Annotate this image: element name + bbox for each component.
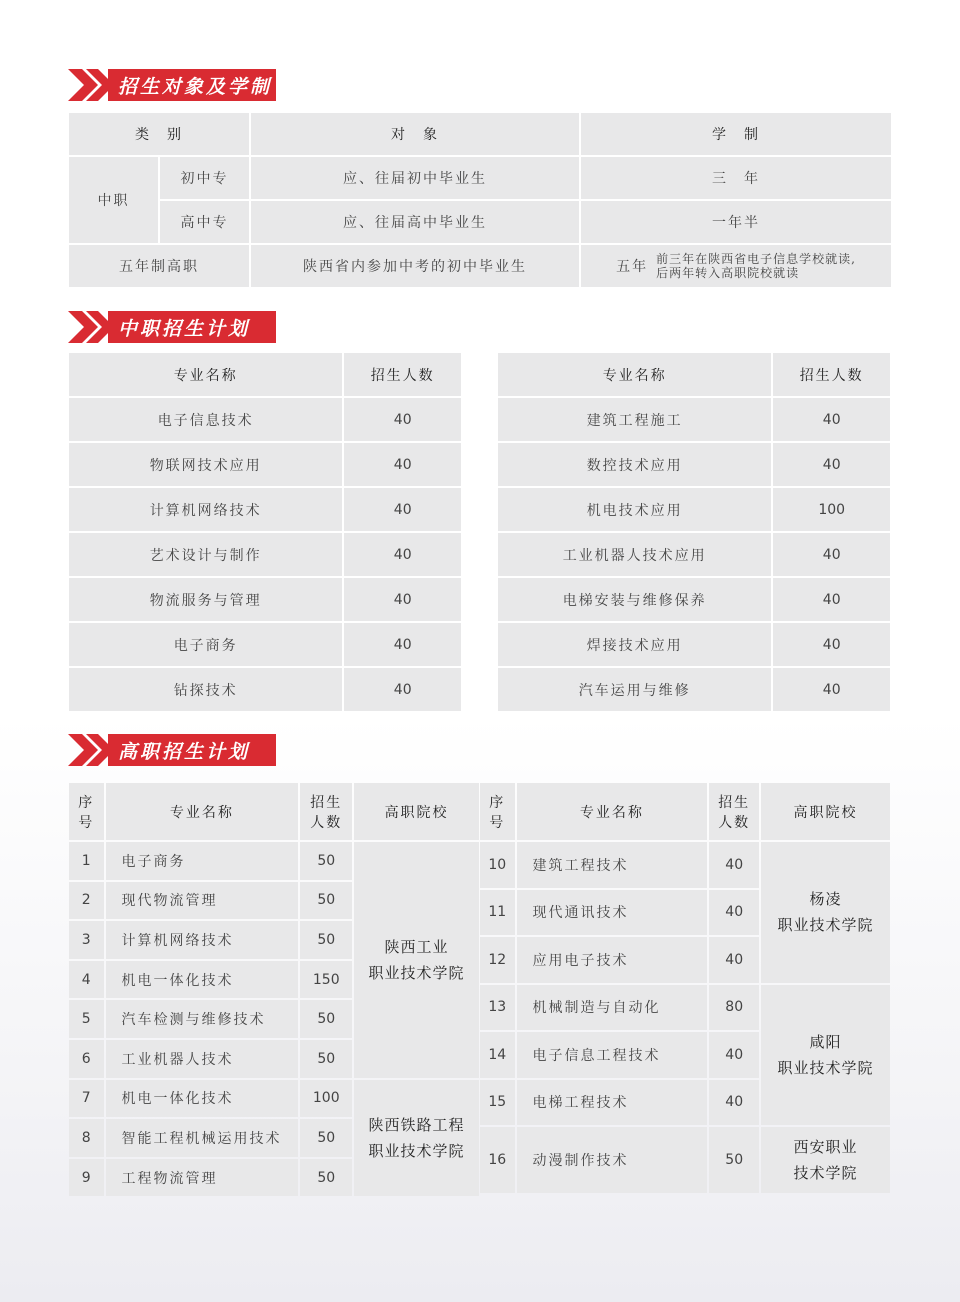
seq-cell: 7 — [69, 1080, 104, 1118]
count-cell: 50 — [300, 1000, 352, 1038]
count-cell: 40 — [344, 398, 461, 441]
major-name: 计算机网络技术 — [106, 921, 299, 959]
major-name: 电梯安装与维修保养 — [498, 578, 771, 621]
count-cell: 40 — [344, 578, 461, 621]
count-cell: 50 — [300, 882, 352, 920]
count-cell: 40 — [773, 443, 890, 486]
major-name: 电子信息工程技术 — [517, 1032, 708, 1078]
major-name: 动漫制作技术 — [517, 1127, 708, 1193]
seq-cell: 1 — [69, 842, 104, 880]
major-name: 智能工程机械运用技术 — [106, 1119, 299, 1157]
chevron-right-icon — [68, 734, 112, 766]
duration-cell: 三 年 — [581, 157, 891, 199]
major-name: 电子信息技术 — [69, 398, 342, 441]
duration-cell — [581, 245, 891, 287]
count-cell: 40 — [709, 1080, 759, 1126]
count-cell: 50 — [300, 1040, 352, 1078]
header-count: 招生 人数 — [709, 783, 759, 840]
seq-cell: 11 — [480, 890, 515, 936]
header-category: 类 别 — [69, 113, 249, 155]
school-cell: 陕西铁路工程 职业技术学院 — [354, 1080, 479, 1197]
major-name: 焊接技术应用 — [498, 623, 771, 666]
type-cell: 初中专 — [160, 157, 249, 199]
section-title: 中职招生计划 — [108, 311, 276, 343]
major-name: 汽车检测与维修技术 — [106, 1000, 299, 1038]
count-cell: 40 — [773, 623, 890, 666]
header-major: 专业名称 — [69, 353, 342, 396]
seq-cell: 5 — [69, 1000, 104, 1038]
seq-cell: 8 — [69, 1119, 104, 1157]
major-name: 机电技术应用 — [498, 488, 771, 531]
group-label: 中职 — [69, 157, 158, 243]
seq-cell: 12 — [480, 937, 515, 983]
duration-cell: 一年半 — [581, 201, 891, 243]
major-name: 物流服务与管理 — [69, 578, 342, 621]
count-cell: 40 — [709, 890, 759, 936]
header-duration: 学 制 — [581, 113, 891, 155]
seq-cell: 9 — [69, 1159, 104, 1197]
major-name: 工程物流管理 — [106, 1159, 299, 1197]
target-cell: 应、往届初中毕业生 — [251, 157, 579, 199]
enrollment-table — [67, 111, 893, 289]
major-name: 应用电子技术 — [517, 937, 708, 983]
higher-plan-table-left — [67, 781, 481, 1198]
target-cell: 应、往届高中毕业生 — [251, 201, 579, 243]
seq-cell: 14 — [480, 1032, 515, 1078]
seq-cell: 13 — [480, 985, 515, 1031]
seq-cell: 10 — [480, 842, 515, 888]
type-cell: 高中专 — [160, 201, 249, 243]
major-name: 现代物流管理 — [106, 882, 299, 920]
seq-cell: 15 — [480, 1080, 515, 1126]
count-cell: 150 — [300, 961, 352, 999]
chevron-right-icon — [68, 311, 112, 343]
count-cell: 50 — [300, 1159, 352, 1197]
seq-cell: 16 — [480, 1127, 515, 1193]
duration-main: 五年 — [616, 259, 649, 275]
header-major: 专业名称 — [517, 783, 708, 840]
count-cell: 40 — [709, 842, 759, 888]
major-name: 数控技术应用 — [498, 443, 771, 486]
major-name: 艺术设计与制作 — [69, 533, 342, 576]
header-seq: 序 号 — [480, 783, 515, 840]
major-name: 物联网技术应用 — [69, 443, 342, 486]
secondary-plan-table-left — [67, 351, 463, 713]
section-title: 高职招生计划 — [108, 734, 276, 766]
seq-cell: 4 — [69, 961, 104, 999]
count-cell: 40 — [344, 623, 461, 666]
count-cell: 40 — [773, 578, 890, 621]
section-banner-higher-plan — [68, 734, 276, 766]
school-cell: 咸阳 职业技术学院 — [761, 985, 890, 1126]
header-count: 招生人数 — [773, 353, 890, 396]
count-cell: 40 — [344, 533, 461, 576]
school-cell: 杨凌 职业技术学院 — [761, 842, 890, 983]
major-name: 计算机网络技术 — [69, 488, 342, 531]
major-name: 电子商务 — [69, 623, 342, 666]
major-name: 工业机器人技术应用 — [498, 533, 771, 576]
duration-note: 后两年转入高职院校就读 — [656, 266, 800, 280]
count-cell: 40 — [773, 533, 890, 576]
header-count: 招生人数 — [344, 353, 461, 396]
count-cell: 100 — [300, 1080, 352, 1118]
major-name: 机电一体化技术 — [106, 1080, 299, 1118]
type-cell: 五年制高职 — [69, 245, 249, 287]
header-major: 专业名称 — [498, 353, 771, 396]
count-cell: 50 — [300, 921, 352, 959]
header-school: 高职院校 — [354, 783, 479, 840]
count-cell: 40 — [344, 443, 461, 486]
major-name: 机电一体化技术 — [106, 961, 299, 999]
major-name: 建筑工程施工 — [498, 398, 771, 441]
header-school: 高职院校 — [761, 783, 890, 840]
secondary-plan-table-right — [496, 351, 892, 713]
count-cell: 40 — [709, 1032, 759, 1078]
major-name: 现代通讯技术 — [517, 890, 708, 936]
major-name: 工业机器人技术 — [106, 1040, 299, 1078]
major-name: 钻探技术 — [69, 668, 342, 711]
count-cell: 40 — [344, 488, 461, 531]
header-seq: 序 号 — [69, 783, 104, 840]
header-target: 对 象 — [251, 113, 579, 155]
section-title: 招生对象及学制 — [108, 69, 276, 101]
count-cell: 100 — [773, 488, 890, 531]
chevron-right-icon — [68, 69, 112, 101]
major-name: 电子商务 — [106, 842, 299, 880]
section-banner-enrollment — [68, 69, 276, 101]
major-name: 机械制造与自动化 — [517, 985, 708, 1031]
school-cell: 西安职业 技术学院 — [761, 1127, 890, 1193]
seq-cell: 6 — [69, 1040, 104, 1078]
higher-plan-table-right — [478, 781, 892, 1195]
count-cell: 50 — [300, 842, 352, 880]
seq-cell: 2 — [69, 882, 104, 920]
duration-note: 前三年在陕西省电子信息学校就读, — [656, 252, 856, 266]
count-cell: 40 — [709, 937, 759, 983]
target-cell: 陕西省内参加中考的初中毕业生 — [251, 245, 579, 287]
header-major: 专业名称 — [106, 783, 299, 840]
school-cell: 陕西工业 职业技术学院 — [354, 842, 479, 1078]
seq-cell: 3 — [69, 921, 104, 959]
count-cell: 40 — [773, 668, 890, 711]
major-name: 汽车运用与维修 — [498, 668, 771, 711]
major-name: 建筑工程技术 — [517, 842, 708, 888]
section-banner-secondary-plan — [68, 311, 276, 343]
count-cell: 50 — [709, 1127, 759, 1193]
count-cell: 40 — [773, 398, 890, 441]
count-cell: 40 — [344, 668, 461, 711]
count-cell: 50 — [300, 1119, 352, 1157]
count-cell: 80 — [709, 985, 759, 1031]
header-count: 招生 人数 — [300, 783, 352, 840]
major-name: 电梯工程技术 — [517, 1080, 708, 1126]
